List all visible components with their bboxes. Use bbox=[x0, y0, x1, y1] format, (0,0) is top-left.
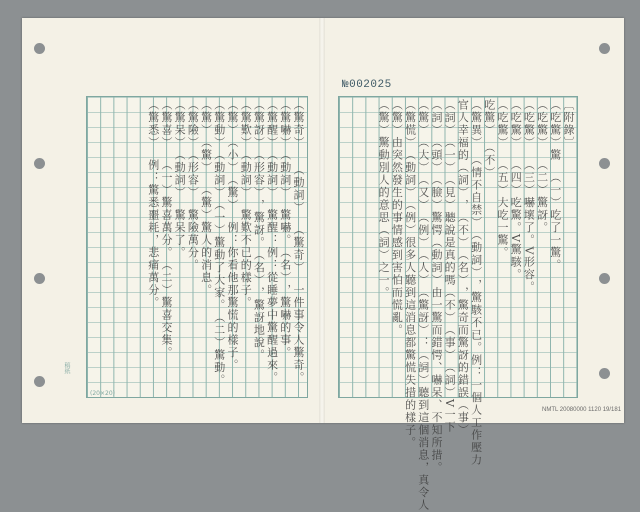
manuscript-sheet bbox=[22, 18, 624, 512]
page-marker: (20×20) bbox=[90, 390, 115, 397]
binder-hole bbox=[599, 273, 610, 284]
binder-hole bbox=[599, 368, 610, 379]
archive-note: NMTL 20080000 1120 19/181 bbox=[542, 407, 622, 413]
binder-hole bbox=[599, 158, 610, 169]
left-manuscript-grid bbox=[86, 96, 308, 398]
binder-hole bbox=[599, 43, 610, 54]
page-fold bbox=[319, 18, 325, 423]
binder-hole bbox=[34, 158, 45, 169]
binder-hole bbox=[34, 273, 45, 284]
binder-hole bbox=[34, 43, 45, 54]
left-page-handwriting: ︵驚奇︶ ︵動詞︶ ︵驚奇︶ 一件事令人驚奇。 ︵驚嚇︶︵動詞︶ 驚嚇。︵名︶，驚嚇的事。 ︵驚醒︶︵動詞︶ 驚醒：例：從睡夢中驚醒過來。 ︵驚訝︶︵形容︶，驚訝。︵名︶，驚訝地說。 ︵驚歎︶︵動詞︶ 驚歎不已的樣子。 ︵驚︶︵小︶︵驚︶ 例：你看他那驚慌的樣子。 ︵驚動︶︵動詞︶︵一︶驚動了大家。︵二︶驚動。 ︵驚︶︵驚︶ ︵驚︶驚人的消息。 ︵驚險︶︵形容︶ 驚險萬分。 ︵驚呆︶︵動詞︶ 驚呆了。 ︵驚喜︶ ︵一︶驚喜萬分。︵二︶驚喜交集。 ︵驚悉︶ 例：驚悉噩耗，悲痛萬分。 bbox=[146, 99, 305, 387]
binder-hole bbox=[34, 376, 45, 387]
side-label: 稿紙 bbox=[63, 362, 70, 374]
right-manuscript-grid bbox=[338, 96, 578, 512]
right-page-handwriting: ︹附錄︺ ︵吃驚︶驚 ︵一︶吃了一驚。 ︵吃驚︶ ︵二︶驚訝。 ︵吃驚︶ ︵三︶嚇壞了。V形容。 ︵吃驚︶ ︵四︶吃驚。V驚駭。 ︵吃驚︶ ︵五︶大吃一驚。 吃驚︶ ︵不︶ ︵驚異︶ ︵情不自禁︶︵動詞︶，驚駭不已。例：一個人工作壓力 官人幸福的︵詞︶，︵不︶︵名︶，驚奇而驚訝的錯誤︵事︶ ︵詞︶︵一︶︵見︶聽說是真的嗎︵不︶︵事︶︵詞︶V一下 ︵詞︶︵頭︶︵臉︶驚愕︵動詞︶由一驚而錯愕、嚇呆、不知所措。 ︵驚︶︵大︶︵又︶︵例︶︵人︶︵驚訝︶：︵詞︶聽到這個消息，真令人 ︵驚慌︶︵動詞︶︵例︶很多人聽到這消息都驚慌失措的樣子。 ︵驚︶由突然發生的事情感到害怕而慌亂。 ︵驚︶驚動別人的意思︵詞︶之一。 bbox=[377, 99, 575, 512]
serial-number: №002025 bbox=[342, 79, 392, 91]
